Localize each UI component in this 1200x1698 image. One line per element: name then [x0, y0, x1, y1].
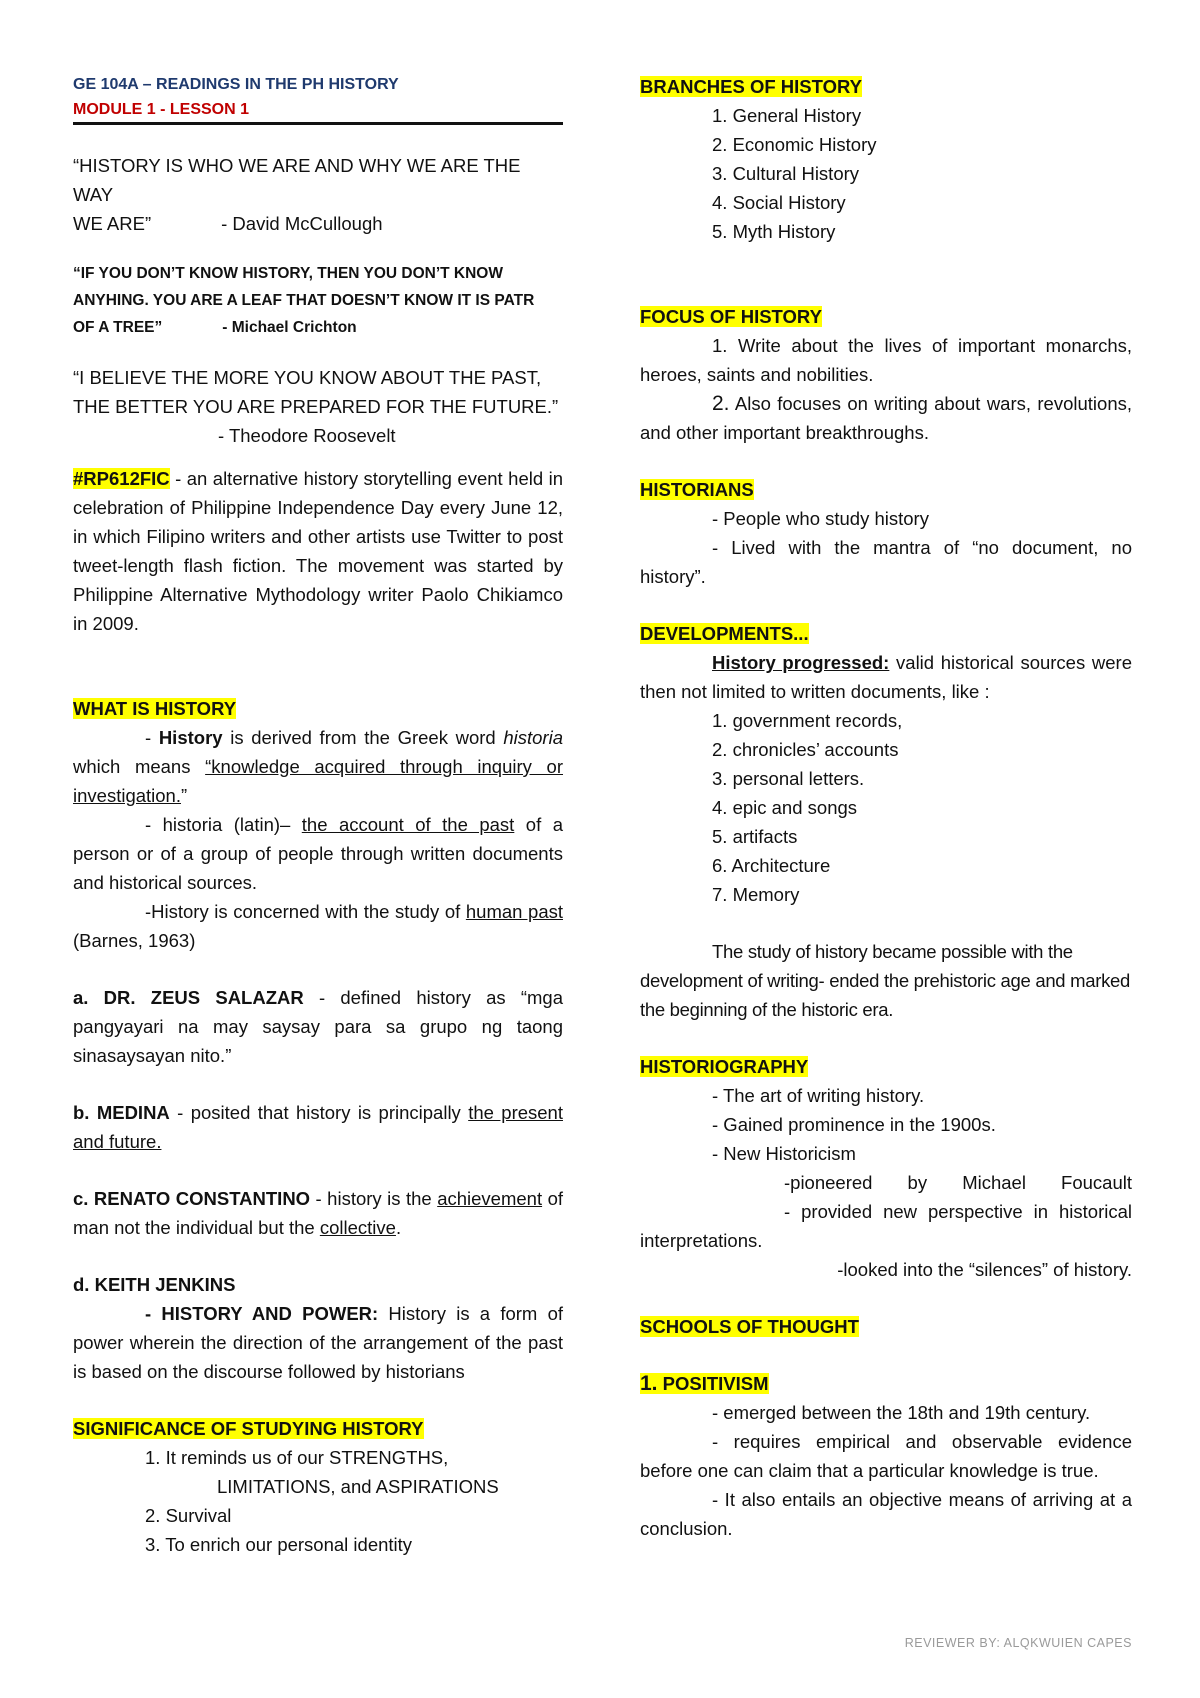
development-item: 4. epic and songs — [712, 797, 858, 818]
historians-item: - Lived with the mantra of “no document, no history”. — [640, 537, 1132, 587]
significance-item: 3. To enrich our personal identity — [145, 1534, 413, 1555]
rp612fic-tag: #RP612FIC — [73, 468, 170, 489]
quote-text: “HISTORY IS WHO WE ARE AND WHY WE ARE THE WAY — [73, 155, 521, 205]
focus-item: 1. Write about the lives of important monarchs, heroes, saints and nobilities. — [640, 335, 1132, 385]
course-title: GE 104A – READINGS IN THE PH HISTORY — [73, 76, 399, 93]
development-item: 3. personal letters. — [712, 768, 865, 789]
positivism-heading: 1. POSITIVISM — [640, 1372, 769, 1395]
quote-crichton — [73, 260, 563, 341]
quote-text: OF A TREE” - Michael Crichton — [73, 319, 357, 336]
historians-item: - People who study history — [712, 508, 929, 529]
historiography-item: - The art of writing history. — [712, 1085, 925, 1106]
header-rule — [73, 98, 563, 125]
significance-item: 1. It reminds us of our STRENGTHS, — [145, 1447, 449, 1468]
historiography-subitem: -looked into the “silences” of history. — [837, 1259, 1132, 1280]
quote-text: “IF YOU DON’T KNOW HISTORY, THEN YOU DON’T KNOW — [73, 265, 503, 282]
module-title: MODULE 1 - LESSON 1 — [73, 101, 250, 118]
quote-text: ANYHING. YOU ARE A LEAF THAT DOESN’T KNOW IT IS PATR — [73, 292, 535, 309]
quote-author: - David McCullough — [221, 213, 383, 234]
positivism-item: - requires empirical and observable evidence before one can claim that a particular knowledge is true. — [640, 1431, 1132, 1481]
history-definition: - History is derived from the Greek word historia which means “knowledge acquired through inquiry or investigation.” — [73, 727, 563, 806]
right-column — [640, 72, 1132, 1543]
branch-item: 2. Economic History — [712, 134, 877, 155]
quote-roosevelt — [73, 363, 563, 450]
historiography-subitem: -pioneered by Michael Foucault — [784, 1172, 1132, 1193]
definition-medina: b. MEDINA - posited that history is principally the present and future. — [73, 1102, 563, 1152]
development-item: 5. artifacts — [712, 826, 798, 847]
focus-item: 2. Also focuses on writing about wars, revolutions, and other important breakthroughs. — [640, 392, 1132, 443]
branches-heading: BRANCHES OF HISTORY — [640, 76, 863, 97]
historians-heading: HISTORIANS — [640, 479, 754, 500]
development-item: 2. chronicles’ accounts — [712, 739, 899, 760]
schools-heading: SCHOOLS OF THOUGHT — [640, 1316, 859, 1337]
branch-item: 4. Social History — [712, 192, 846, 213]
quote-text: THE BETTER YOU ARE PREPARED FOR THE FUTURE.” — [73, 396, 559, 417]
quote-text: “I BELIEVE THE MORE YOU KNOW ABOUT THE PAST, — [73, 367, 542, 388]
footer-credit: REVIEWER BY: ALQKWUIEN CAPES — [904, 1636, 1132, 1650]
quote-text: WE ARE” - David McCullough — [73, 213, 383, 234]
branch-item: 5. Myth History — [712, 221, 836, 242]
developments-closing: The study of history became possible with the development of writing- ended the prehistoric age and marked the beginning of the historic era. — [640, 941, 1131, 1020]
historiography-subitem: - provided new perspective in historical interpretations. — [640, 1201, 1132, 1251]
quote-mccullough — [73, 151, 563, 238]
historia-latin: - historia (latin)– the account of the past of a person or of a group of people through written documents and historical sources. — [73, 814, 564, 893]
quote-author: - Theodore Roosevelt — [218, 425, 396, 446]
historiography-heading: HISTORIOGRAPHY — [640, 1056, 809, 1077]
historiography-item: - New Historicism — [712, 1143, 856, 1164]
what-is-history-heading: WHAT IS HISTORY — [73, 698, 237, 719]
history-human-past: -History is concerned with the study of human past (Barnes, 1963) — [73, 901, 563, 951]
definition-jenkins: - HISTORY AND POWER: History is a form of power wherein the direction of the arrangement of the past is based on the discourse followed by historians — [73, 1303, 563, 1382]
positivism-item: - emerged between the 18th and 19th century. — [712, 1402, 1091, 1423]
branch-item: 3. Cultural History — [712, 163, 860, 184]
left-column — [73, 72, 563, 1559]
branch-item: 1. General History — [712, 105, 862, 126]
definition-salazar: a. DR. ZEUS SALAZAR - defined history as “mga pangyayari na may saysay para sa grupo ng taong sinasaysayan nito.” — [73, 987, 563, 1066]
significance-item: LIMITATIONS, and ASPIRATIONS — [217, 1476, 499, 1497]
significance-item: 2. Survival — [145, 1505, 232, 1526]
development-item: 7. Memory — [712, 884, 800, 905]
significance-heading: SIGNIFICANCE OF STUDYING HISTORY — [73, 1418, 424, 1439]
development-item: 1. government records, — [712, 710, 903, 731]
historiography-item: - Gained prominence in the 1900s. — [712, 1114, 996, 1135]
quote-author: - Michael Crichton — [222, 319, 357, 336]
development-item: 6. Architecture — [712, 855, 831, 876]
focus-heading: FOCUS OF HISTORY — [640, 306, 822, 327]
rp612fic-paragraph: #RP612FIC - an alternative history storytelling event held in celebration of Philippine Independence Day every June 12, in which Filipino writers and other artists use Twitter to post tweet-length flash fiction. The movement was started by Philippine Alternative Mythodology writer Paolo Chikiamco in 2009. — [73, 468, 563, 634]
positivism-item: - It also entails an objective means of arriving at a conclusion. — [640, 1489, 1132, 1539]
developments-heading: DEVELOPMENTS... — [640, 623, 809, 644]
definition-jenkins-name: d. KEITH JENKINS — [73, 1274, 236, 1295]
developments-lead: History progressed: valid historical sources were then not limited to written documents, like : — [640, 652, 1132, 702]
definition-constantino: c. RENATO CONSTANTINO - history is the achievement of man not the individual but the collective. — [73, 1188, 563, 1238]
